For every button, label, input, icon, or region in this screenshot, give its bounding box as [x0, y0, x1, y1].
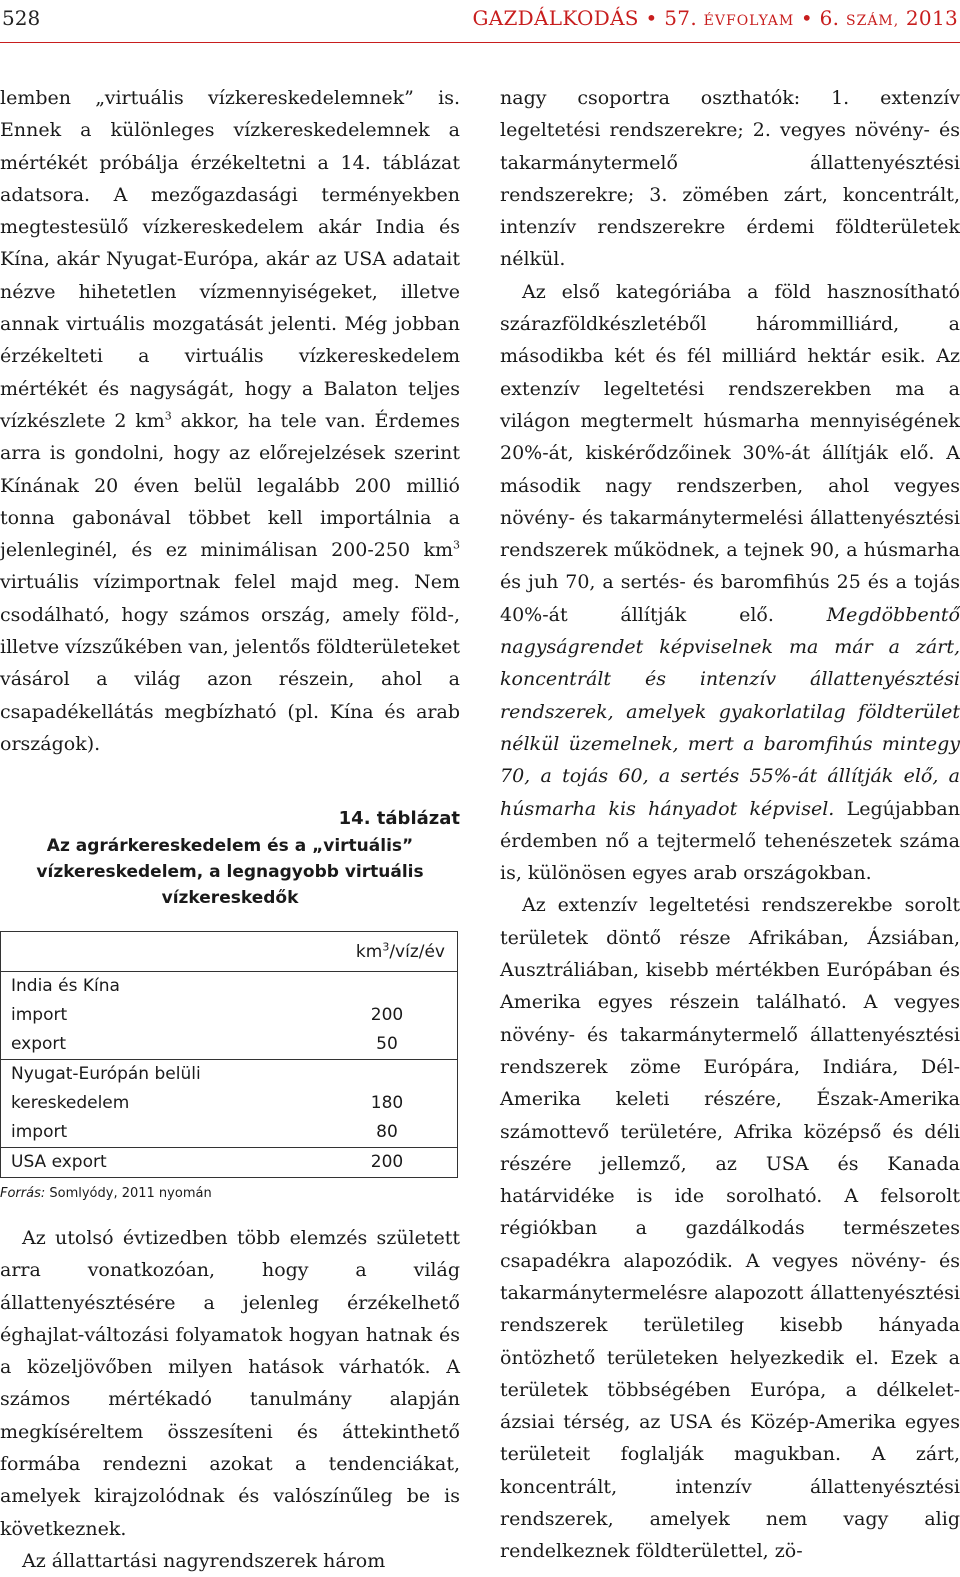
right-text-end: Legújabban érdemben nő a tejtermelő tehenészetek száma is, különösen egyes arab országokban.	[500, 797, 960, 885]
journal-name: GAZDÁLKODÁS	[472, 6, 639, 30]
right-paragraph-2	[500, 276, 960, 890]
bullet-separator-2: •	[800, 6, 813, 30]
page-header	[0, 0, 960, 43]
bullet-separator: •	[645, 6, 658, 30]
unit-rest: /víz/év	[389, 942, 445, 962]
row-value: 200	[370, 1005, 404, 1025]
unit-km: km	[355, 942, 383, 962]
table-row	[1, 1089, 458, 1118]
source-text: Somlyódy, 2011 nyomán	[45, 1186, 212, 1201]
group-name: India és Kína	[1, 972, 318, 1002]
left-text-part-1: lemben „virtuális vízkereskedelemnek” is. Ennek a különleges vízkereskedelemnek a mértékét próbálja érzékeltetni a 14. táblázat adatsora. A mezőgazdasági terményekben megtestesülő vízkereskedelem akár India és Kína, akár Nyugat-Európa, akár az USA adatait nézve hihetetlen vízmennyiségeket, illetve annak virtuális mozgatását jelenti. Még jobban érzékelteti a virtuális vízkereskedelem mértékét és nagyságát, hogy a Balaton teljes vízkészlete 2 km	[0, 87, 460, 432]
table-row	[1, 1030, 458, 1060]
table-title: Az agrárkereskedelem és a „virtuális” vízkereskedelem, a legnagyobb virtuális vízkereskedők	[36, 836, 424, 908]
issue-number: 6.	[819, 6, 840, 30]
data-table	[0, 931, 458, 1178]
table-14	[0, 808, 460, 1201]
right-paragraph-1: nagy csoportra oszthatók: 1. extenzív legeltetési rendszerekre; 2. vegyes növény- és takarmánytermelő állattenyésztési rendszerekre; 3. zömében zárt, koncentrált, intenzív rendszerekre érdemi földterületek nélkül.	[500, 87, 960, 271]
table-row	[1, 1060, 458, 1090]
table-source	[0, 1186, 460, 1201]
right-paragraph-3: Az extenzív legeltetési rendszerekbe sorolt területek döntő része Afrikában, Ázsiában, Ausztráliában, kisebb mértékben Európában és Amerika egyes részein található. A vegyes növény- és takarmánytermelő állattenyésztési rendszerek zöme Európára, Indiára, Dél-Amerika keleti részére, Észak-Amerika számottevő területére, Afrika középső és déli részére jellemző, az USA és Kanada határvidéke is ide sorolható. A felsorolt régiókban a gazdálkodás természetes csapadékra alapozódik. A vegyes növény- és takarmánytermelésre alapozott állattenyésztési rendszerek területileg kisebb hányada öntözhető területeken helyezkedik el. Ezek a területek többségében Európa, a délkelet-ázsiai térség, az USA és Közép-Amerika egyes területeit foglalják magukban. A zárt, koncentrált, intenzív állattenyésztési rendszerek, amelyek nem vagy alig rendelkeznek földterülettel, zö-	[500, 894, 960, 1563]
row-label: USA export	[1, 1148, 318, 1178]
left-text-part-3: virtuális vízimportnak felel majd meg. Nem csodálható, hogy számos ország, amely föld-, illetve vízszűkében van, jelentős földterületeket vásárol a világ azon részein, ahol a csapadékellátás megbízható (pl. Kína és arab országok).	[0, 571, 460, 755]
table-header-row	[1, 932, 458, 972]
left-column	[0, 82, 460, 760]
right-text-italic: Megdöbbentő nagyságrendet képviselnek ma már a zárt, koncentrált és intenzív állattenyésztési rendszerek, amelyek gyakorlatilag földterület nélkül üzemelnek, mert a baromfihús mintegy 70, a tojás 60, a sertés 55%-át állítják elő, a húsmarha kis hányadot képvisel.	[500, 603, 960, 820]
page-number: 528	[2, 6, 41, 30]
right-column	[500, 82, 960, 1568]
superscript-3b: 3	[453, 538, 460, 552]
source-label: Forrás:	[0, 1186, 46, 1201]
left-paragraph-3: Az állattartási nagyrendszerek három	[22, 1549, 386, 1572]
volume-number: 57.	[664, 6, 697, 30]
running-head	[472, 6, 958, 30]
table-row	[1, 1001, 458, 1030]
issue-label: SZÁM,	[846, 13, 900, 29]
table-row	[1, 1118, 458, 1148]
right-text-normal: Az első kategóriába a föld hasznosítható szárazföldkészletéből hárommilliárd, a másodikba két és fél milliárd hektár esik. Az extenzív legeltetési rendszerekben ma a világon megtermelt húsmarha mennyiségének 20%-át, kiskérődzőinek 30%-át állítják elő. A második nagy rendszerben, ahol vegyes növény- és takarmánytermelési állattenyésztési rendszerek működnek, a tejnek 90, a húsmarha és juh 70, a sertés- és baromfihús 25 és a tojás 40%-át állítják elő.	[500, 280, 960, 626]
left-paragraph-2: Az utolsó évtizedben több elemzés született arra vonatkozóan, hogy a világ állattenyésztésére a jelenleg érzékelhető éghajlat-változási folyamatok hogyan hatnak és a közeljövőben milyen hatások várhatók. A számos mértékadó tanulmány alapján megkíséreltem összesíteni és áttekinthető formába rendezni azokat a tendenciákat, amelyek kirajzolódnak és valószínűleg be is következnek.	[0, 1227, 460, 1540]
row-value: 50	[376, 1034, 398, 1054]
left-column-continued	[0, 1222, 460, 1577]
year: 2013	[905, 6, 958, 30]
row-label: import	[11, 1122, 68, 1142]
volume-label: ÉVFOLYAM	[703, 13, 795, 29]
left-paragraph-1	[0, 82, 460, 760]
row-value: 80	[376, 1122, 398, 1142]
row-value: 200	[317, 1148, 458, 1178]
unit-sup: 3	[382, 940, 390, 954]
left-text-part-2: akkor, ha tele van. Érdemes arra is gondolni, hogy az előrejelzések szerint Kínának 20 éven belül legalább 200 millió tonna gabonával többet kell importálnia a jelenleginél, és ez minimálisan 200-250 km	[0, 409, 460, 562]
unit-header	[1, 932, 458, 972]
row-label: kereskedelem	[11, 1093, 130, 1113]
row-value: 180	[370, 1093, 404, 1113]
row-label: import	[11, 1005, 68, 1025]
superscript-3: 3	[164, 409, 172, 423]
table-row	[1, 1148, 458, 1178]
table-label: 14. táblázat	[338, 808, 460, 829]
table-row	[1, 972, 458, 1002]
row-label: export	[11, 1034, 67, 1054]
group-name: Nyugat-Európán belüli	[1, 1060, 318, 1090]
